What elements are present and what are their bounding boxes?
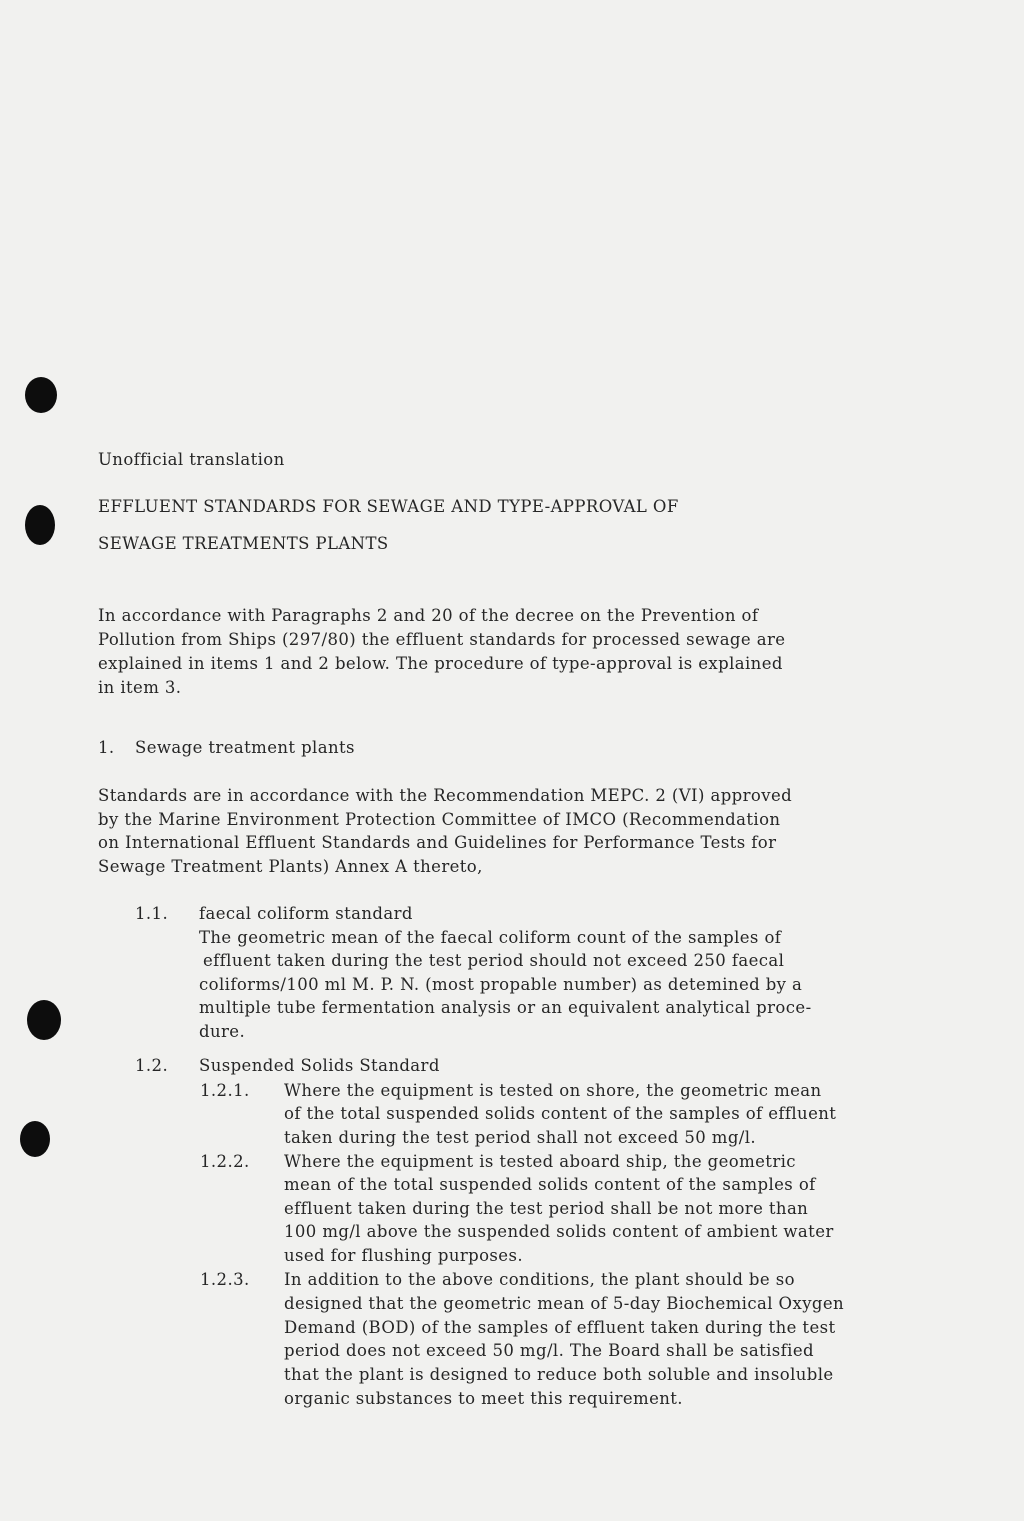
item-line: used for flushing purposes. — [284, 1246, 523, 1265]
item-line: 100 mg/l above the suspended solids content of ambient water — [284, 1222, 834, 1241]
item-line: that the plant is designed to reduce both soluble and insoluble — [284, 1365, 834, 1384]
item-number: 1.2.3. — [200, 1270, 250, 1289]
item-line: Where the equipment is tested on shore, the geometric mean — [284, 1081, 822, 1100]
item-line: organic substances to meet this requirement. — [284, 1389, 683, 1408]
item-line: In addition to the above conditions, the plant should be so — [284, 1270, 795, 1289]
item-number: 1.2.1. — [200, 1081, 250, 1100]
item-line: Where the equipment is tested aboard ship, the geometric — [284, 1152, 796, 1171]
item-heading: faecal coliform standard — [199, 904, 413, 923]
paragraph-line: Sewage Treatment Plants) Annex A thereto, — [98, 857, 483, 876]
paragraph-line: explained in items 1 and 2 below. The procedure of type-approval is explained — [98, 654, 783, 673]
title-line: SEWAGE TREATMENTS PLANTS — [98, 534, 389, 553]
punch-hole-1 — [25, 377, 57, 413]
item-number: 1.2. — [135, 1056, 169, 1075]
paragraph-line: in item 3. — [98, 678, 182, 697]
item-line: Demand (BOD) of the samples of effluent taken during the test — [284, 1318, 836, 1337]
paragraph-line: In accordance with Paragraphs 2 and 20 of the decree on the Prevention of — [98, 606, 759, 625]
item-line: mean of the total suspended solids content of the samples of — [284, 1175, 816, 1194]
item-line: taken during the test period shall not exceed 50 mg/l. — [284, 1128, 757, 1147]
title-line: EFFLUENT STANDARDS FOR SEWAGE AND TYPE-APPROVAL OF — [98, 497, 679, 516]
item-line: dure. — [199, 1022, 246, 1041]
punch-hole-4 — [20, 1121, 50, 1157]
item-line: coliforms/100 ml M. P. N. (most propable number) as detemined by a — [199, 975, 803, 994]
paragraph-line: by the Marine Environment Protection Committee of IMCO (Recommendation — [98, 810, 781, 829]
punch-hole-3 — [27, 1000, 61, 1040]
item-number: 1.2.2. — [200, 1152, 250, 1171]
item-line: period does not exceed 50 mg/l. The Board shall be satisfied — [284, 1341, 814, 1360]
punch-hole-2 — [25, 505, 55, 545]
item-line: effluent taken during the test period should not exceed 250 faecal — [203, 951, 785, 970]
item-line: multiple tube fermentation analysis or an equivalent analytical proce- — [199, 998, 812, 1017]
item-heading: Suspended Solids Standard — [199, 1056, 440, 1075]
paragraph-line: Pollution from Ships (297/80) the effluent standards for processed sewage are — [98, 630, 786, 649]
item-number: 1.1. — [135, 904, 169, 923]
paragraph-line: on International Effluent Standards and Guidelines for Performance Tests for — [98, 833, 777, 852]
section-heading: Sewage treatment plants — [135, 738, 355, 757]
item-line: designed that the geometric mean of 5-day Biochemical Oxygen — [284, 1294, 845, 1313]
item-line: of the total suspended solids content of the samples of effluent — [284, 1104, 837, 1123]
item-line: effluent taken during the test period shall be not more than — [284, 1199, 809, 1218]
paragraph-line: Standards are in accordance with the Recommendation MEPC. 2 (VI) approved — [98, 786, 793, 805]
document-label: Unofficial translation — [98, 450, 285, 469]
section-number: 1. — [98, 738, 115, 757]
item-line: The geometric mean of the faecal coliform count of the samples of — [199, 928, 782, 947]
